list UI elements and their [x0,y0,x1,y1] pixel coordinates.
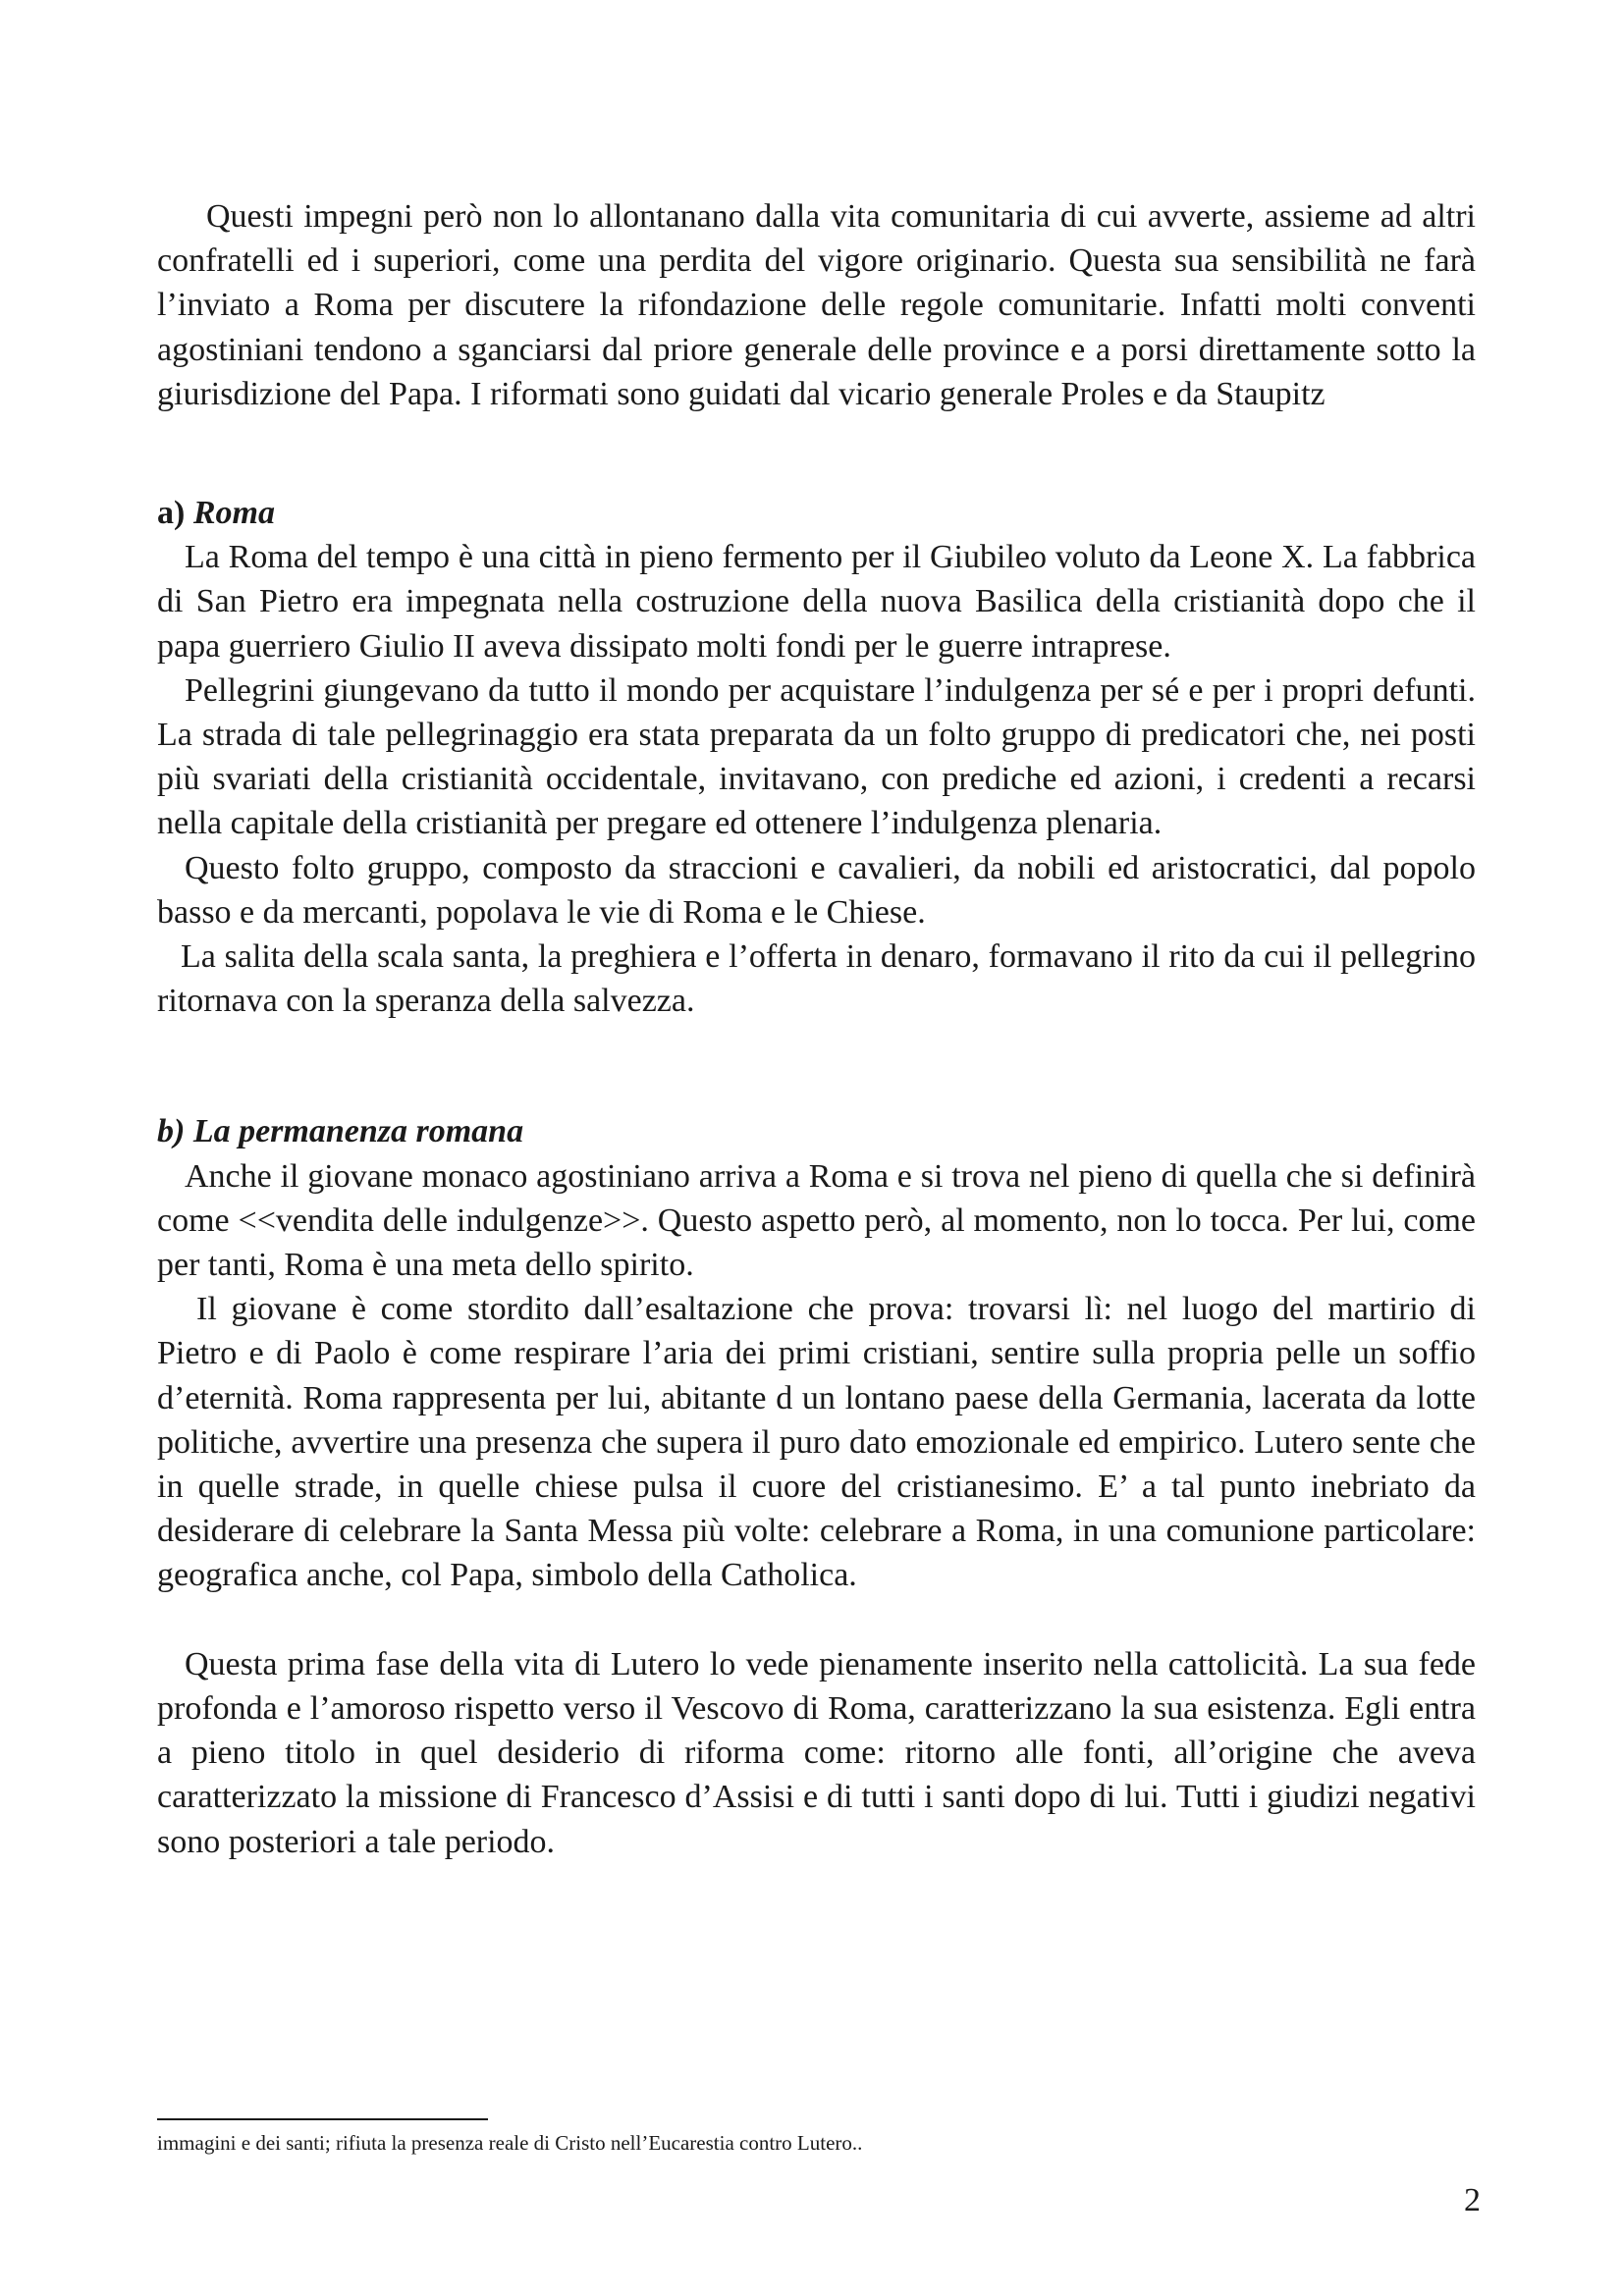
paragraph-roma-1: La Roma del tempo è una città in pieno fermento per il Giubileo voluto da Leone X. La fabbrica di San Pietro era impegnata nella costruzione della nuova Basilica della cristianità dopo che il papa guerriero Giulio II aveva dissipato molti fondi per le guerre intraprese. [157,539,1476,665]
heading-permanenza: b) La permanenza romana [157,1113,524,1150]
footnote-text: immagini e dei santi; rifiuta la presenza reale di Cristo nell’Eucarestia contro Lutero.. [157,2131,863,2155]
paragraph-prima-fase: Questa prima fase della vita di Lutero lo vede pienamente inserito nella cattolicità. La sua fede profonda e l’amoroso rispetto verso il Vescovo di Roma, caratterizzano la sua esistenza. Egli entra a pieno titolo in quel desiderio di riforma come: ritorno alle fonti, all’origine che aveva caratterizzato la missione di Francesco d’Assisi e di tutti i santi dopo di lui. Tutti i giudizi negativi sono posteriori a tale periodo. [157,1645,1476,1860]
heading-roma [157,491,1476,535]
page-number: 2 [1464,2182,1481,2218]
paragraph-roma-2: Pellegrini giungevano da tutto il mondo per acquistare l’indulgenza per sé e per i propri defunti. La strada di tale pellegrinaggio era stata preparata da un folto gruppo di predicatori che, nei posti più svariati della cristianità occidentale, invitavano, con prediche ed azioni, i credenti a recarsi nella capitale della cristianità per pregare ed ottenere l’indulgenza plenaria. [157,671,1476,842]
footnote-separator [157,2118,488,2120]
paragraph-roma-3: Questo folto gruppo, composto da straccioni e cavalieri, da nobili ed aristocratici, dal popolo basso e da mercanti, popolava le vie di Roma e le Chiese. [157,849,1476,931]
paragraph-permanenza-2: Il giovane è come stordito dall’esaltazione che prova: trovarsi lì: nel luogo del martirio di Pietro e di Paolo è come respirare l’aria dei primi cristiani, sentire sulla propria pelle un soffio d’eternità. Roma rappresenta per lui, abitante d un lontano paese della Germania, lacerata da lotte politiche, avvertire una presenza che supera il puro dato emozionale ed empirico. Lutero sente che in quelle strade, in quelle chiese pulsa il cuore del cristianesimo. E’ a tal punto inebriato da desiderare di celebrare la Santa Messa più volte: celebrare a Roma, in una comunione particolare: geografica anche, col Papa, simbolo della Catholica. [157,1291,1476,1594]
paragraph-intro: Questi impegni però non lo allontanano dalla vita comunitaria di cui avverte, assieme ad altri confratelli ed i superiori, come una perdita del vigore originario. Questa sua sensibilità ne farà l’inviato a Roma per discutere la rifondazione delle regole comunitarie. Infatti molti conventi agostiniani tendono a sganciarsi dal priore generale delle province e a porsi direttamente sotto la giurisdizione del Papa. I riformati sono guidati dal vicario generale Proles e da Staupitz [157,198,1476,412]
heading-roma-marker: a) [157,495,186,532]
page-body [157,194,1476,1864]
paragraph-permanenza-1: Anche il giovane monaco agostiniano arriva a Roma e si trova nel pieno di quella che si definirà come <<vendita delle indulgenze>>. Questo aspetto però, al momento, non lo tocca. Per lui, come per tanti, Roma è una meta dello spirito. [157,1157,1476,1284]
paragraph-roma-4: La salita della scala santa, la preghiera e l’offerta in denaro, formavano il rito da cui il pellegrino ritornava con la speranza della salvezza. [157,938,1476,1020]
heading-roma-title: Roma [192,495,275,532]
